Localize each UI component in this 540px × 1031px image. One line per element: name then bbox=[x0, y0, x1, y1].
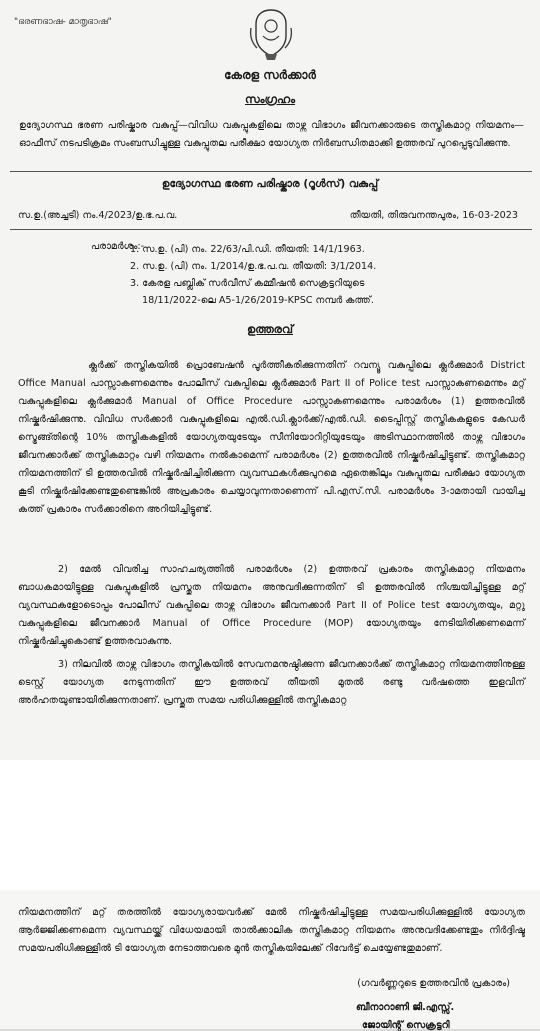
page-gap bbox=[0, 760, 540, 890]
summary-text: ഉദ്യോഗസ്ഥ ഭരണ പരിഷ്കാര വകുപ്പ്—വിവിധ വകുപ്പുകളിലെ താഴ്ന്ന വിഭാഗം ജീവനക്കാരുടെ തസ്തികമാറ്റ നിയമനം—ഓഫീസ് നടപടിക്രമം സംബന്ധിച്ചുള്ള വകുപ്പുതല പരീക്ഷാ യോഗ്യത നിർബന്ധിതമാക്കി ഉത്തരവ് പുറപ്പെടുവിക്കുന്നു. bbox=[19, 120, 524, 149]
order-reference: സ.ഉ.(അച്ചടി) നം.4/2023/ഉ.ഭ.പ.വ. bbox=[18, 210, 178, 221]
motto: "ഭരണഭാഷ- മാതൃഭാഷ" bbox=[14, 17, 112, 27]
by-order-line: (ഗവർണ്ണറുടെ ഉത്തരവിൻ പ്രകാരം) bbox=[357, 978, 510, 989]
order-paragraph-1: ക്ലർക്ക് തസ്തികയിൽ പ്രൊബേഷൻ പൂർത്തീകരിക്കുന്നതിന് റവന്യൂ വകുപ്പിലെ ക്ലർക്കുമാർ District Office Manual പാസ്സാകണമെന്നും പോലീസ് വകുപ്പിലെ ക്ലർക്കുമാർ Part II of Police test പാസ്സാകണമെന്നും മറ്റ് വകുപ്പുകളിലെ ക്ലർക്കുമാർ Manual of Office Procedure പാസ്സാകണമെന്നും പരാമർശം (1) ഉത്തരവിൽ നിഷ്കർഷിക്കുന്നു. വിവിധ സർക്കാർ വകുപ്പുകളിലെ എൽ.ഡി.ക്ലാർക്ക്/എൽ.ഡി. ടൈപ്പിസ്റ്റ് തസ്തികകളുടെ കേഡർ സ്ട്രെങ്ങ്തിന്റെ 10% തസ്തികകളിൽ യോഗ്യതയുടേയും സീനിയോറിറ്റിയുടേയും അടിസ്ഥാനത്തിൽ താഴ്ന്ന വിഭാഗം ജീവനക്കാർക്ക് തസ്തികമാറ്റം വഴി നിയമനം നൽകാമെന്ന് പരാമർശം (2) ഉത്തരവിൽ നിഷ്കർഷിച്ചിട്ടുണ്ട്. തസ്തികമാറ്റ നിയമനത്തിന് ടി ഉത്തരവിൽ നിഷ്കർഷിച്ചിരിക്കുന്ന വ്യവസ്ഥകൾക്കുപുറമെ ഏതെങ്കിലും വകുപ്പുതല പരീക്ഷാ യോഗ്യത കൂടി നിഷ്കർഷിക്കേണ്ടതുണ്ടെങ്കിൽ അപ്രകാരം ചെയ്യാവുന്നതാണെന്ന് പി.എസ്.സി. പരാമർശം 3-ാമതായി വായിച്ച കത്ത് പ്രകാരം സർക്കാരിനെ അറിയിച്ചിട്ടുണ്ട്. bbox=[18, 360, 525, 515]
order-heading: ഉത്തരവ് bbox=[246, 322, 294, 336]
signatory-designation: ജോയിന്റ് സെക്രട്ടറി bbox=[362, 1020, 450, 1031]
signatory-name: ബീനാറാണി ജി.എസ്സ്. bbox=[356, 1002, 455, 1013]
government-title: കേരള സർക്കാർ bbox=[224, 68, 316, 82]
references-list bbox=[130, 241, 530, 309]
order-date: തീയതി, തിരുവനന്തപുരം, 16-03-2023 bbox=[349, 210, 518, 221]
reference-item: 1. സ.ഉ. (പി) നം. 22/63/പി.ഡി. തീയതി: 14/1/1963. bbox=[130, 244, 365, 255]
divider bbox=[10, 171, 532, 172]
summary-heading: സംഗ്രഹം bbox=[244, 92, 296, 106]
department-title: ഉദ്യോഗസ്ഥ ഭരണ പരിഷ്കാര (റൂൾസ്) വകുപ്പ് bbox=[161, 178, 379, 190]
references-label: പരാമർശം:- bbox=[91, 241, 145, 252]
reference-item: 2. സ.ഉ. (പി) നം. 1/2014/ഉ.ഭ.പ.വ. തീയതി: 3/1/2014. bbox=[130, 261, 377, 272]
order-paragraph-3: 3) നിലവിൽ താഴ്ന്ന വിഭാഗം തസ്തികയിൽ സേവനമനുഷ്ഠിക്കുന്ന ജീവനക്കാർക്ക് തസ്തികമാറ്റ നിയമനത്തിനുള്ള ടെസ്റ്റ് യോഗ്യത നേടുന്നതിന് ഈ ഉത്തരവ് തീയതി മുതൽ രണ്ടു വർഷത്തെ ഇളവിന് അർഹതയുണ്ടായിരിക്കുന്നതാണ്. പ്രസ്തുത സമയ പരിധിക്കുള്ളിൽ തസ്തികമാറ്റ bbox=[18, 659, 525, 706]
order-paragraph-2: 2) മേൽ വിവരിച്ച സാഹചര്യത്തിൽ പരാമർശം (2) ഉത്തരവ് പ്രകാരം തസ്തികമാറ്റ നിയമനം ബാധകമായിട്ടുള്ള വകുപ്പുകളിൽ പ്രസ്തുത നിയമനം അനുവദിക്കുന്നതിന് ടി ഉത്തരവിൽ നിശ്ചയിച്ചിട്ടുള്ള മറ്റ് വ്യവസ്ഥകളോടൊപ്പം പോലീസ് വകുപ്പിലെ താഴ്ന്ന വിഭാഗം ജീവനക്കാർ Part II of Police test യോഗ്യതയും, മറ്റു വകുപ്പുകളിലെ ജീവനക്കാർ Manual of Office Procedure (MOP) യോഗ്യതയും നേടിയിരിക്കണമെന്ന് നിഷ്കർഷിച്ചുകൊണ്ട് ഉത്തരവാകുന്നു. bbox=[18, 564, 525, 647]
document-page-2 bbox=[0, 890, 540, 1029]
reference-item: 18/11/2022-ലെ A5-1/26/2019-KPSC നമ്പർ കത്ത്. bbox=[142, 295, 374, 306]
kerala-emblem bbox=[247, 6, 295, 62]
divider bbox=[10, 229, 532, 230]
order-paragraph-4: നിയമനത്തിന് മറ്റ് തരത്തിൽ യോഗ്യരായവർക്ക് മേൽ നിഷ്കർഷിച്ചിട്ടുള്ള സമയപരിധിക്കുള്ളിൽ യോഗ്യത ആർജ്ജിക്കണമെന്ന വ്യവസ്ഥയ്ക്ക് വിധേയമായി താൽക്കാലിക തസ്തികമാറ്റ നിയമനം അനുവദിക്കേണ്ടതും നിർദ്ദിഷ്ട സമയപരിധിക്കുള്ളിൽ ടി യോഗ്യത നേടാത്തവരെ മുൻ തസ്തികയിലേക്ക് റിവേർട്ട് ചെയ്യേണ്ടതുമാണ്. bbox=[18, 907, 525, 954]
reference-item: 3. കേരള പബ്ലിക് സർവീസ് കമ്മീഷൻ സെക്രട്ടറിയുടെ bbox=[130, 278, 365, 289]
